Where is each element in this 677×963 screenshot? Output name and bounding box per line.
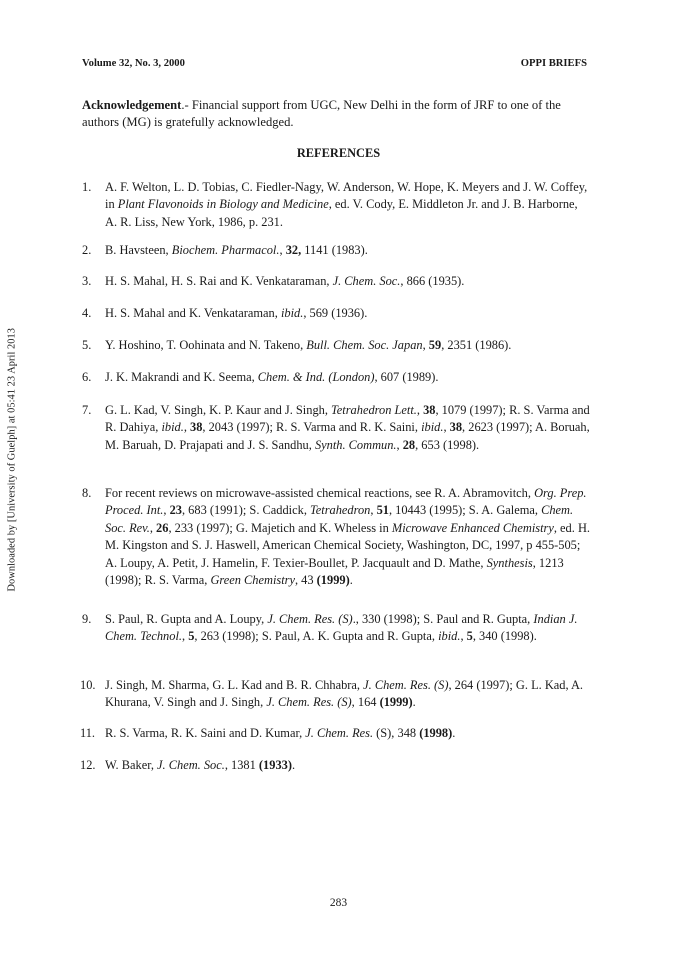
- reference-item: [82, 677, 590, 712]
- reference-title-italic: ibid.: [161, 420, 184, 435]
- reference-text: , 2043 (1997); R. S. Varma and R. K. Saini,: [202, 420, 422, 435]
- reference-text: Y. Hoshino, T. Oohinata and N. Takeno,: [105, 338, 307, 352]
- reference-number: 5.: [82, 338, 92, 352]
- reference-title-italic: Plant Flavonoids in Biology and Medicine: [117, 197, 329, 212]
- reference-volume-bold: 59: [428, 338, 442, 352]
- reference-text: ,: [149, 520, 157, 535]
- reference-text: J. K. Makrandi and K. Seema,: [105, 370, 258, 384]
- reference-title-italic: Chem. & Ind. (London): [257, 370, 375, 384]
- reference-text: G. L. Kad, V. Singh, K. P. Kaur and J. Singh,: [105, 403, 332, 417]
- reference-item: [82, 369, 590, 386]
- reference-text: J. Singh, M. Sharma, G. L. Kad and B. R. Chhabra,: [105, 678, 364, 692]
- reference-number: 4.: [82, 306, 92, 320]
- reference-title-italic: ibid.: [421, 420, 444, 435]
- reference-text: ,: [370, 503, 377, 518]
- reference-title-italic: Bull. Chem. Soc. Japan: [306, 338, 423, 352]
- reference-title-italic: J. Chem. Soc.: [157, 758, 225, 772]
- header-volume: Volume 32, No. 3, 2000: [82, 58, 185, 69]
- reference-text: , 866 (1935).: [400, 274, 465, 288]
- reference-volume-bold: 23: [169, 503, 182, 518]
- page-number: 283: [329, 897, 348, 909]
- reference-number: 2.: [82, 243, 92, 257]
- reference-item: [82, 337, 590, 354]
- reference-title-italic: Microwave Enhanced Chemistry: [391, 520, 554, 535]
- reference-title-italic: Tetrahedron Lett.: [331, 403, 417, 417]
- reference-item: [82, 242, 590, 259]
- reference-text: ,: [396, 437, 403, 452]
- reference-text: H. S. Mahal and K. Venkataraman,: [105, 306, 281, 320]
- reference-title-italic: J. Chem. Res. (S): [267, 612, 353, 626]
- reference-text: , 43: [294, 573, 317, 588]
- reference-text: ,: [460, 629, 467, 644]
- reference-text: , ed. H. M. Kingston and S. J. Haswell, American Chemical Society, Washington, DC, 1997, p 455-505; A. Loupy, A. Petit, J. Hamelin, F. Texier-Boullet, P. Jacquault and D. Mathe,: [105, 520, 590, 570]
- reference-text: , 164: [351, 695, 380, 710]
- reference-title-italic: Tetrahedron: [310, 503, 371, 518]
- reference-volume-bold: 38: [449, 420, 463, 435]
- reference-item: [82, 757, 590, 774]
- acknowledgement-label: Acknowledgement: [82, 98, 182, 112]
- reference-text: , 569 (1936).: [303, 306, 368, 320]
- reference-title-italic: J. Chem. Soc.: [332, 274, 401, 288]
- reference-text: , 607 (1989).: [374, 370, 439, 384]
- reference-title-italic: J. Chem. Res.: [305, 726, 374, 740]
- reference-volume-bold: (1999): [316, 573, 350, 588]
- reference-text: , 263 (1998); S. Paul, A. K. Gupta and R. Gupta,: [194, 629, 439, 644]
- reference-text: , 1213 (1998); R. S. Varma,: [105, 555, 564, 588]
- reference-title-italic: Org. Prep. Proced. Int.: [105, 486, 587, 518]
- reference-title-italic: J. Chem. Res. (S): [363, 678, 449, 692]
- reference-text: .: [412, 695, 416, 710]
- reference-number: 10.: [80, 678, 96, 692]
- reference-number: 7.: [82, 403, 92, 417]
- reference-number: 6.: [82, 370, 92, 384]
- reference-title-italic: ibid.: [280, 306, 304, 320]
- reference-text: ,: [279, 243, 286, 257]
- reference-text: , 683 (1991); S. Caddick,: [181, 503, 311, 518]
- reference-item: [82, 273, 590, 290]
- reference-text: .: [291, 758, 296, 772]
- reference-title-italic: ibid.: [438, 629, 461, 644]
- reference-volume-bold: 5: [466, 629, 473, 644]
- reference-text: For recent reviews on microwave-assisted chemical reactions, see R. A. Abramovitch,: [105, 486, 535, 500]
- header-section: OPPI BRIEFS: [520, 58, 587, 69]
- reference-number: 12.: [80, 758, 96, 772]
- reference-text: .: [349, 573, 353, 588]
- reference-text: , 233 (1997); G. Majetich and K. Wheless in: [168, 520, 392, 535]
- reference-item: [82, 611, 590, 646]
- reference-text: ,: [443, 420, 450, 435]
- reference-text: B. Havsteen,: [105, 243, 172, 257]
- reference-text: , 10443 (1995); S. A. Galema,: [388, 503, 542, 518]
- reference-text: , 2623 (1997); A. Boruah, M. Baruah, D. Prajapati and J. S. Sandhu,: [105, 420, 590, 452]
- reference-text: ,: [163, 503, 170, 518]
- reference-title-italic: Biochem. Pharmacol.: [171, 243, 280, 257]
- reference-volume-bold: 26: [156, 520, 169, 535]
- reference-text: ,: [422, 338, 429, 352]
- reference-title-italic: Chem. Soc. Rev.: [105, 503, 574, 535]
- reference-volume-bold: 5: [188, 629, 195, 644]
- reference-text: ,: [183, 420, 191, 435]
- reference-title-italic: J. Chem. Res. (S): [266, 695, 352, 710]
- acknowledgement-paragraph: [82, 97, 590, 131]
- reference-title-italic: Synthesis: [486, 555, 533, 570]
- reference-volume-bold: (1933): [258, 758, 292, 772]
- reference-text: ,: [181, 629, 189, 644]
- reference-text: R. S. Varma, R. K. Saini and D. Kumar,: [105, 726, 306, 740]
- references-heading: REFERENCES: [296, 146, 381, 160]
- reference-text: H. S. Mahal, H. S. Rai and K. Venkataraman,: [105, 274, 333, 288]
- reference-text: S. Paul, R. Gupta and A. Loupy,: [105, 612, 268, 626]
- reference-text: ., 330 (1998); S. Paul and R. Gupta,: [352, 612, 534, 626]
- reference-item: [82, 179, 590, 231]
- reference-item: [82, 305, 590, 322]
- reference-volume-bold: 32,: [285, 243, 302, 257]
- reference-text: , 653 (1998).: [415, 437, 480, 452]
- running-header: [82, 58, 587, 69]
- reference-text: , ed. V. Cody, E. Middleton Jr. and J. B. Harborne, A. R. Liss, New York, 1986, p. 231.: [105, 197, 578, 229]
- reference-volume-bold: (1998): [419, 726, 453, 740]
- reference-text: (S), 348: [373, 726, 420, 740]
- reference-text: , 1381: [224, 758, 259, 772]
- reference-text: , 264 (1997); G. L. Kad, A. Khurana, V. Singh and J. Singh,: [105, 678, 584, 710]
- reference-number: 1.: [82, 180, 92, 194]
- reference-text: ,: [416, 403, 424, 417]
- download-watermark: Downloaded by [University of Guelph] at 05:41 23 April 2013: [6, 327, 18, 592]
- reference-item: [82, 402, 590, 454]
- reference-text: , 1079 (1997); R. S. Varma and R. Dahiya,: [105, 403, 590, 435]
- reference-text: .: [452, 726, 456, 740]
- acknowledgement-text: .- Financial support from UGC, New Delhi in the form of JRF to one of the authors (MG) is gratefully acknowledged.: [82, 98, 561, 129]
- reference-number: 9.: [82, 612, 92, 626]
- reference-text: W. Baker,: [105, 758, 158, 772]
- reference-text: , 340 (1998).: [472, 629, 537, 644]
- reference-title-italic: Synth. Commun.: [314, 437, 397, 452]
- reference-text: 1141 (1983).: [301, 243, 368, 257]
- reference-number: 8.: [82, 486, 92, 500]
- reference-text: A. F. Welton, L. D. Tobias, C. Fiedler-Nagy, W. Anderson, W. Hope, K. Meyers and J. W. Coffey, in: [105, 180, 588, 212]
- reference-volume-bold: 28: [402, 437, 416, 452]
- reference-volume-bold: 51: [376, 503, 389, 518]
- reference-title-italic: Indian J. Chem. Technol.: [105, 612, 578, 644]
- reference-title-italic: Green Chemistry: [210, 573, 295, 588]
- reference-volume-bold: 38: [190, 420, 203, 435]
- reference-number: 3.: [82, 274, 92, 288]
- reference-number: 11.: [80, 726, 96, 740]
- reference-item: [82, 485, 590, 589]
- reference-volume-bold: (1999): [379, 695, 413, 710]
- reference-volume-bold: 38: [423, 403, 436, 417]
- reference-item: [82, 725, 590, 742]
- reference-text: , 2351 (1986).: [441, 338, 512, 352]
